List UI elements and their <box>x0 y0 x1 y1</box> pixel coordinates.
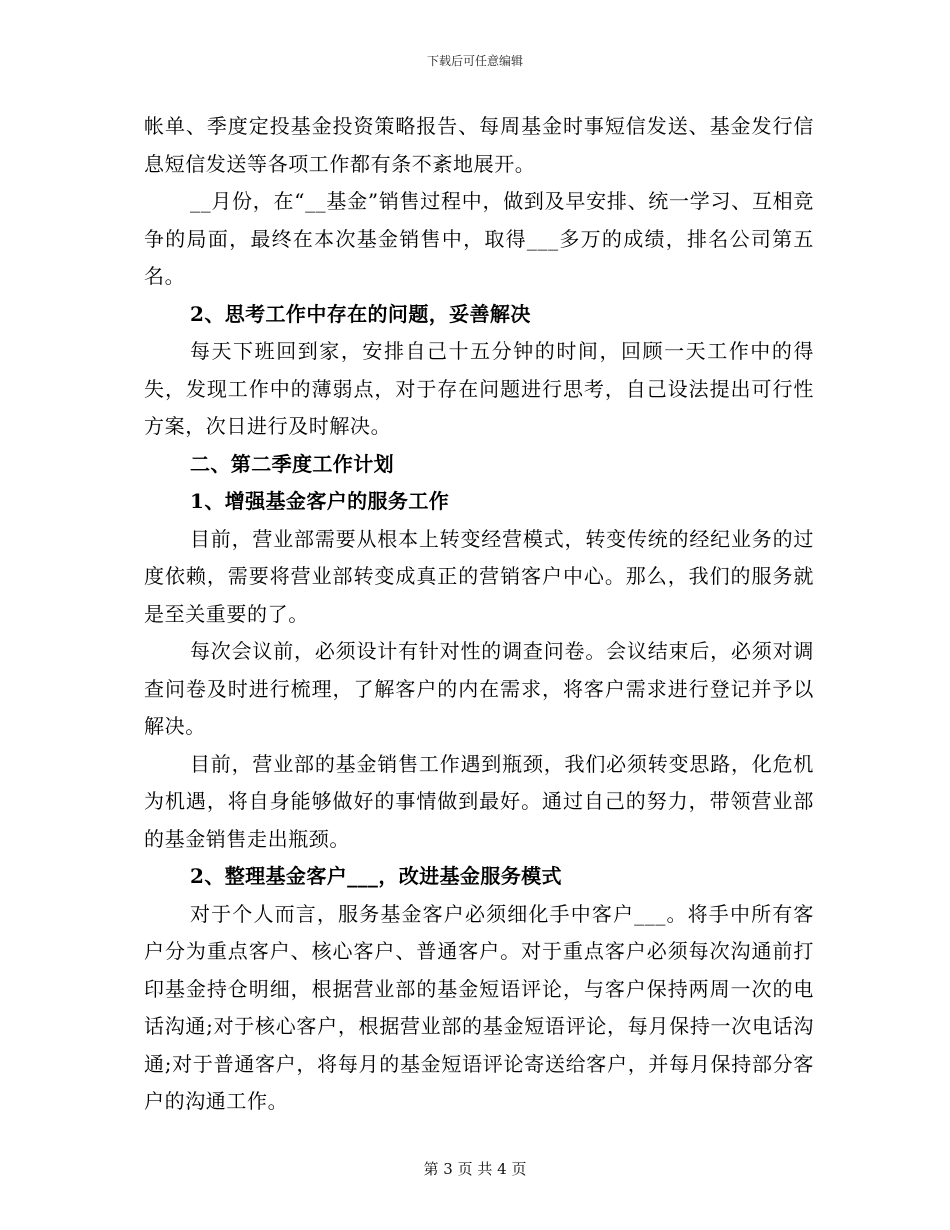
paragraph: __月份，在“__基金”销售过程中，做到及早安排、统一学习、互相竞争的局面，最终在本次基金销售中，取得___多万的成绩，排名公司第五名。 <box>144 189 814 288</box>
paragraph: 每天下班回到家，安排自己十五分钟的时间，回顾一天工作中的得失，发现工作中的薄弱点，对于存在问题进行思考，自己设法提出可行性方案，次日进行及时解决。 <box>144 339 814 438</box>
paragraph: 目前，营业部的基金销售工作遇到瓶颈，我们必须转变思路，化危机为机遇，将自身能够做好的事情做到最好。通过自己的努力，带领营业部的基金销售走出瓶颈。 <box>144 751 814 851</box>
section-heading: 二、第二季度工作计划 <box>190 451 394 476</box>
section-heading: 2、整理基金客户___，改进基金服务模式 <box>190 864 562 888</box>
paragraph: 目前，营业部需要从根本上转变经营模式，转变传统的经纪业务的过度依赖，需要将营业部转变成真正的营销客户中心。那么，我们的服务就是至关重要的了。 <box>144 526 814 626</box>
section-heading: 2、思考工作中存在的问题，妥善解决 <box>190 301 531 326</box>
section-heading: 1、增强基金客户的服务工作 <box>190 489 450 513</box>
document-body <box>144 108 814 1121</box>
paragraph: 每次会议前，必须设计有针对性的调查问卷。会议结束后，必须对调查问卷及时进行梳理，了解客户的内在需求，将客户需求进行登记并予以解决。 <box>144 639 814 738</box>
paragraph: 帐单、季度定投基金投资策略报告、每周基金时事短信发送、基金发行信息短信发送等各项工作都有条不紊地展开。 <box>144 114 814 176</box>
page-header: 下载后可任意编辑 <box>426 54 523 68</box>
page-footer: 第 3 页 共 4 页 <box>423 1160 527 1178</box>
paragraph: 对于个人而言，服务基金客户必须细化手中客户___。将手中所有客户分为重点客户、核心客户、普通客户。对于重点客户必须每次沟通前打印基金持仓明细，根据营业部的基金短语评论，与客户保持两周一次的电话沟通;对于核心客户，根据营业部的基金短语评论，每月保持一次电话沟通;对于普通客户，将每月的基金短语评论寄送给客户，并每月保持部分客户的沟通工作。 <box>144 901 814 1113</box>
